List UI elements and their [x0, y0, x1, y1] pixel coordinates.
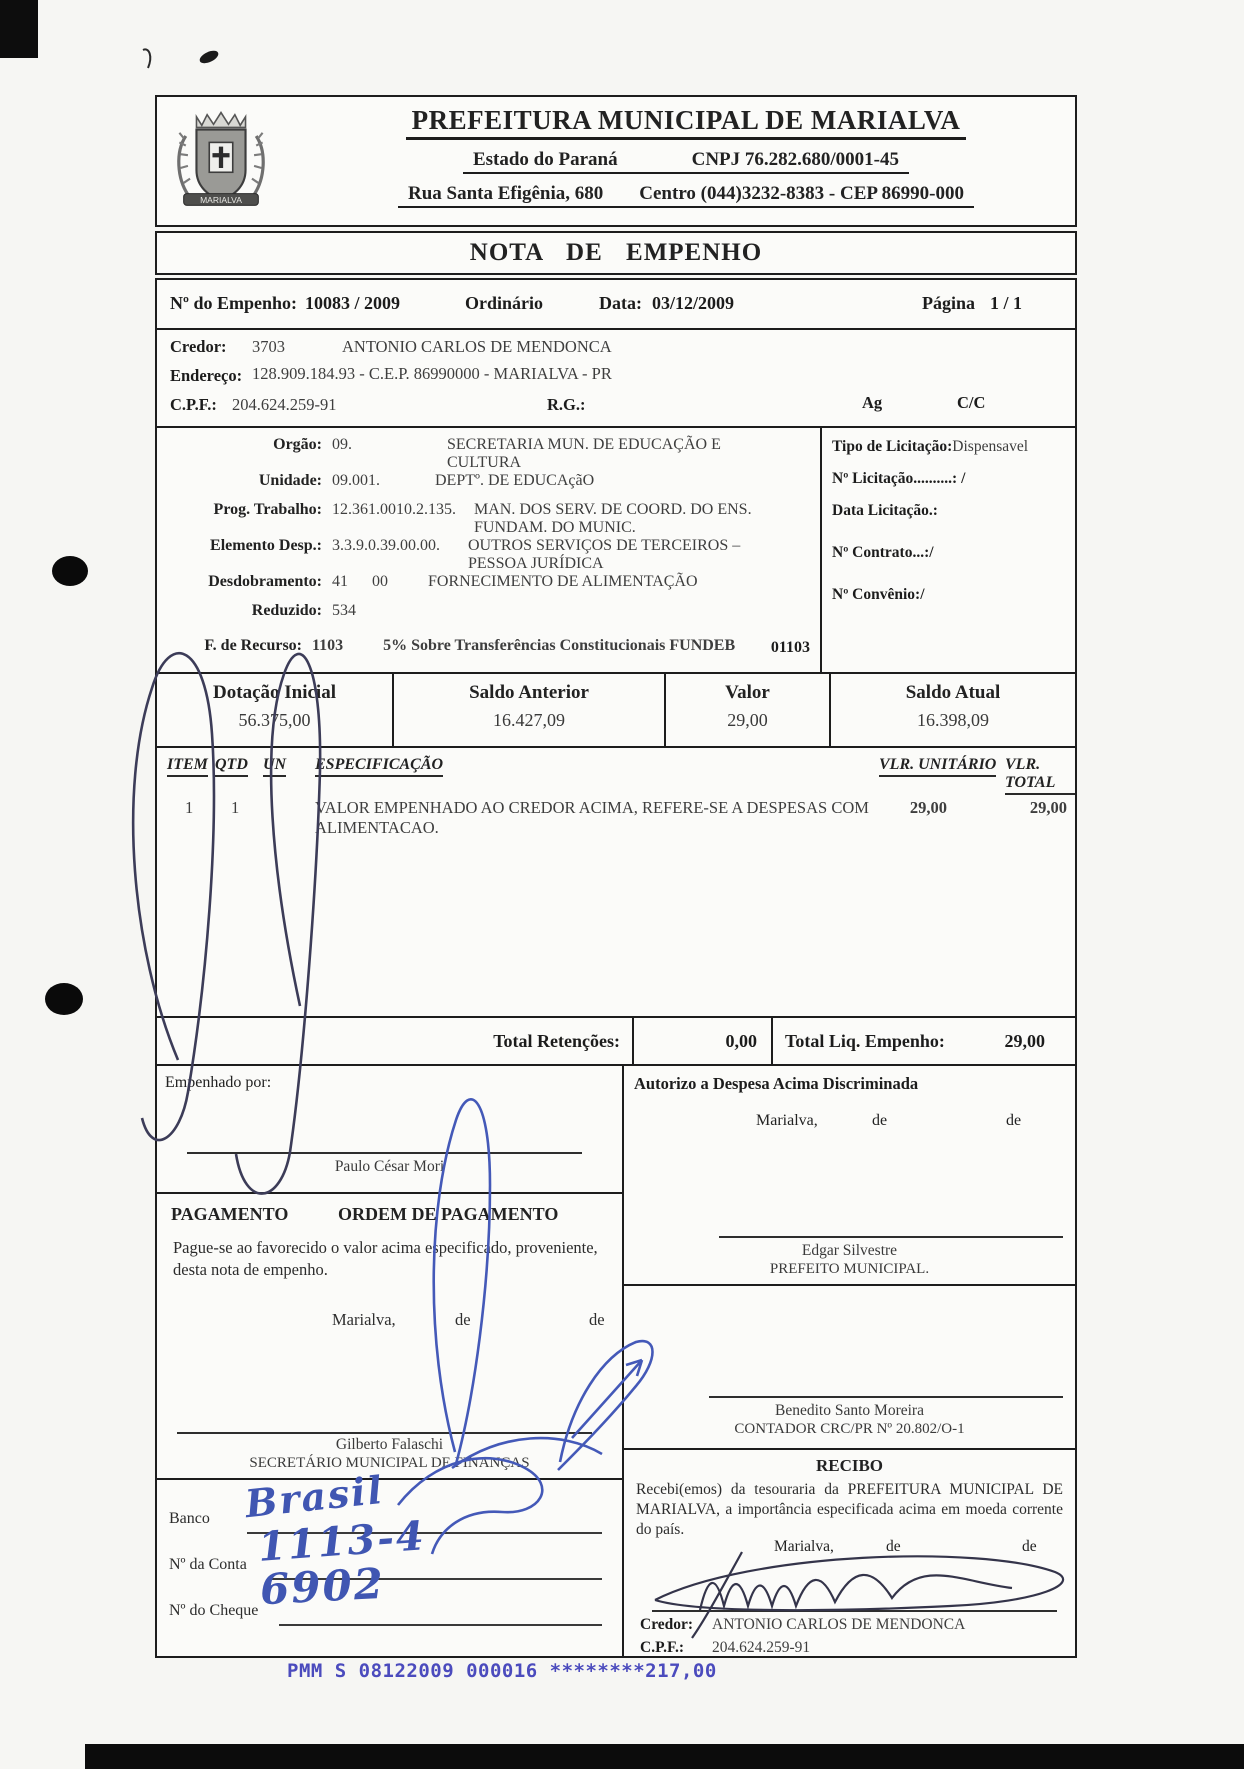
cnpj-value: CNPJ 76.282.680/0001-45	[691, 149, 900, 170]
elemento-label: Elemento Desp.:	[210, 537, 322, 554]
prog-trabalho-desc: MAN. DOS SERV. DE COORD. DO ENS. FUNDAM. DO MUNIC.	[474, 501, 752, 536]
valor-value: 29,00	[727, 710, 768, 730]
prefeitura-title: PREFEITURA MUNICIPAL DE MARIALVA	[406, 105, 967, 140]
prefeito-signature-line	[719, 1236, 1063, 1238]
ag-label: Ag	[862, 393, 883, 412]
pagamento-de1: de	[455, 1310, 471, 1329]
recurso-label: F. de Recurso:	[204, 637, 302, 654]
left-column	[157, 1066, 624, 1656]
saldos-table	[157, 674, 1075, 748]
item-vlr-unitario: 29,00	[909, 798, 947, 817]
prog-trabalho-label: Prog. Trabalho:	[213, 501, 322, 518]
signatures-grid	[157, 1066, 1075, 1656]
empenhado-label: Empenhado por:	[165, 1074, 272, 1091]
cheque-line	[279, 1624, 602, 1626]
num-licitacao-line: Nº Licitação..........: /	[832, 470, 966, 487]
pen-mark-small	[143, 49, 150, 68]
tipo-licitacao-value: Dispensavel	[952, 438, 1029, 455]
municipal-coat-of-arms	[173, 104, 269, 216]
contador-cargo: CONTADOR CRC/PR Nº 20.802/O-1	[734, 1421, 965, 1437]
unidade-desc: DEPTº. DE EDUCAçãO	[435, 472, 595, 489]
conta-handwritten: 1113-4	[256, 1512, 428, 1571]
itens-section	[157, 748, 1075, 1018]
empenhado-box	[157, 1066, 622, 1194]
cheque-label: Nº do Cheque	[169, 1602, 259, 1619]
endereco-resto: Centro (044)3232-8383 - CEP 86990-000	[639, 183, 965, 204]
cheque-handwritten: 6902	[258, 1558, 387, 1615]
recibo-texto: Recebi(emos) da tesouraria da PREFEITURA MUNICIPAL DE MARIALVA, a importância especificada acima em moeda corrente do país.	[636, 1481, 1063, 1539]
recibo-titulo: RECIBO	[815, 1456, 884, 1475]
recibo-cpf-label: C.P.F.:	[640, 1639, 685, 1656]
right-column	[624, 1066, 1075, 1656]
total-retencoes-value: 0,00	[634, 1018, 773, 1064]
licitacao-column	[820, 428, 1075, 672]
scan-black-corner	[0, 0, 38, 58]
empenho-tipo: Ordinário	[465, 293, 544, 313]
validation-stamp: PMM S 08122009 000016 ********217,00	[287, 1660, 717, 1682]
pagamento-titles	[157, 1194, 622, 1225]
doc-title-bar	[155, 231, 1077, 275]
header-box	[155, 95, 1077, 227]
hole-punch-top	[52, 556, 88, 586]
valor-header: Valor	[725, 682, 770, 703]
header-text	[297, 97, 1075, 208]
pagina-label: Página	[922, 293, 976, 313]
secretario-nome: Gilberto Falaschi	[335, 1436, 444, 1453]
saldo-atual-value: 16.398,09	[917, 710, 989, 730]
autorizo-titulo: Autorizo a Despesa Acima Discriminada	[634, 1074, 919, 1093]
elemento-desc: OUTROS SERVIÇOS DE TERCEIROS – PESSOA JURÍDICA	[468, 537, 741, 572]
rg-label: R.G.:	[547, 395, 586, 414]
contador-signature-line	[709, 1396, 1063, 1398]
recibo-credor-nome: ANTONIO CARLOS DE MENDONCA	[712, 1616, 966, 1633]
pagina-value: 1 / 1	[990, 293, 1023, 313]
convenio-line: Nº Convênio:/	[832, 586, 925, 603]
orgao-row	[157, 436, 820, 472]
credor-section	[157, 330, 1075, 428]
col-vlr-total-header: VLR. TOTAL	[1005, 756, 1075, 795]
recurso-cod: 1103	[312, 637, 344, 654]
col-item-header: ITEM	[167, 756, 208, 777]
recibo-de1: de	[886, 1538, 901, 1555]
pagamento-de2: de	[589, 1310, 605, 1329]
pagamento-titulo: PAGAMENTO	[171, 1204, 289, 1224]
tipo-licitacao-label: Tipo de Licitação:	[832, 438, 953, 455]
recibo-cidade: Marialva,	[774, 1538, 834, 1555]
desdobramento-cod1: 41	[332, 573, 348, 590]
empenho-data-value: 03/12/2009	[652, 293, 735, 313]
dotacao-value: 56.375,00	[238, 710, 311, 730]
form-body	[155, 278, 1077, 1658]
credor-label: Credor:	[170, 337, 227, 356]
cc-label: C/C	[957, 393, 986, 412]
orgao-desc: SECRETARIA MUN. DE EDUCAÇÃO E CULTURA	[447, 436, 721, 471]
saldo-atual-header: Saldo Atual	[905, 682, 1001, 703]
doc-title: NOTA DE EMPENHO	[469, 239, 763, 266]
pagamento-box	[157, 1194, 622, 1480]
secretario-cargo: SECRETÁRIO MUNICIPAL DE FINANÇAS	[249, 1455, 530, 1471]
recibo-credor-label: Credor:	[640, 1616, 694, 1633]
prefeito-nome: Edgar Silvestre	[801, 1242, 898, 1259]
endereco-rua: Rua Santa Efigênia, 680	[407, 183, 604, 204]
autorizo-de1: de	[872, 1112, 888, 1129]
logo-banner-text: MARIALVA	[200, 195, 242, 206]
contador-nome: Benedito Santo Moreira	[775, 1402, 924, 1419]
item-vlr-total: 29,00	[1029, 798, 1067, 817]
dotacao-header: Dotação Inicial	[213, 682, 336, 703]
recibo-cpf-value: 204.624.259-91	[712, 1639, 811, 1656]
saldo-anterior-value: 16.427,09	[493, 710, 565, 730]
desdobramento-row	[157, 573, 820, 602]
banco-handwritten: Brasil	[243, 1466, 387, 1527]
endereco-line	[398, 183, 974, 208]
autorizo-box	[624, 1066, 1075, 1286]
empenhado-assinante: Paulo César Mori	[334, 1158, 445, 1175]
empenho-numero-value: 10083 / 2009	[305, 293, 401, 313]
hole-punch-bottom	[45, 983, 83, 1015]
pagamento-texto: Pague-se ao favorecido o valor acima especificado, proveniente, desta nota de empenho.	[173, 1238, 598, 1280]
recibo-de2: de	[1022, 1538, 1037, 1555]
pen-blob	[198, 48, 220, 66]
col-qtd-header: QTD	[215, 756, 248, 777]
item-especificacao: VALOR EMPENHADO AO CREDOR ACIMA, REFERE-SE A DESPESAS COM ALIMENTACAO.	[315, 798, 869, 837]
totais-row	[157, 1018, 1075, 1066]
desdobramento-label: Desdobramento:	[208, 573, 322, 590]
endereco-label: Endereço:	[170, 366, 243, 385]
banco-label: Banco	[169, 1510, 210, 1527]
orgao-cod: 09.	[332, 436, 352, 453]
saldo-anterior-cell	[394, 674, 666, 746]
recurso-desc: 5% Sobre Transferências Constitucionais FUNDEB	[383, 637, 736, 654]
reduzido-cod: 534	[332, 602, 356, 619]
cpf-value: 204.624.259-91	[232, 395, 337, 414]
prog-trabalho-row	[157, 501, 820, 537]
contrato-line: Nº Contrato...:/	[832, 544, 934, 561]
unidade-cod: 09.001.	[332, 472, 380, 489]
dotacao-cell	[157, 674, 394, 746]
banco-box	[157, 1480, 622, 1654]
total-retencoes-label: Total Retenções:	[157, 1018, 634, 1064]
autorizo-de2: de	[1006, 1112, 1022, 1129]
item-num: 1	[185, 798, 194, 817]
ordem-pagamento-titulo: ORDEM DE PAGAMENTO	[338, 1204, 559, 1224]
valor-cell	[666, 674, 831, 746]
item-qtd: 1	[231, 798, 240, 817]
empenho-form	[155, 95, 1077, 1658]
tipo-licitacao-line	[832, 438, 1075, 456]
prefeito-cargo: PREFEITO MUNICIPAL.	[769, 1261, 930, 1277]
reduzido-row	[157, 602, 820, 631]
col-especificacao-header: ESPECIFICAÇÃO	[315, 756, 443, 777]
contador-box	[624, 1286, 1075, 1450]
endereco-value: 128.909.184.93 - C.E.P. 86990000 - MARIALVA - PR	[252, 364, 612, 383]
recibo-signature-line	[652, 1610, 1057, 1612]
conta-label: Nº da Conta	[169, 1556, 247, 1573]
estado-label: Estado do Paraná	[472, 149, 618, 170]
prog-trabalho-cod: 12.361.0010.2.135.	[332, 501, 456, 518]
col-un-header: UN	[263, 756, 286, 777]
elemento-cod: 3.3.9.0.39.00.00.	[332, 537, 440, 554]
col-vlr-unitario-header: VLR. UNITÁRIO	[879, 756, 996, 777]
estado-cnpj-line	[463, 149, 909, 174]
recurso-cod2: 01103	[770, 639, 810, 656]
credor-nome: ANTONIO CARLOS DE MENDONCA	[342, 337, 612, 356]
conta-line	[269, 1578, 602, 1580]
classificacao-section	[157, 428, 1075, 674]
unidade-row	[157, 472, 820, 501]
orgao-label: Orgão:	[273, 436, 322, 453]
recurso-row	[157, 637, 820, 666]
recibo-box	[624, 1450, 1075, 1656]
scan-black-bottom-bar	[85, 1744, 1244, 1769]
desdobramento-cod2: 00	[372, 573, 388, 590]
data-licitacao-line: Data Licitação.:	[832, 502, 938, 519]
desdobramento-desc: FORNECIMENTO DE ALIMENTAÇÃO	[428, 573, 698, 590]
total-liq-value: 29,00	[1004, 1030, 1045, 1051]
saldo-anterior-header: Saldo Anterior	[469, 682, 589, 703]
unidade-label: Unidade:	[258, 472, 322, 489]
cpf-label: C.P.F.:	[170, 395, 217, 414]
credor-codigo: 3703	[252, 337, 285, 356]
banco-line	[247, 1532, 602, 1534]
pagamento-cidade: Marialva,	[332, 1310, 396, 1329]
autorizo-cidade: Marialva,	[756, 1112, 818, 1129]
elemento-row	[157, 537, 820, 573]
empenhado-signature-line	[187, 1152, 582, 1154]
total-liq-label: Total Liq. Empenho:	[785, 1030, 945, 1051]
secretario-signature-line	[177, 1432, 592, 1434]
reduzido-label: Reduzido:	[251, 602, 322, 619]
empenho-data-label: Data:	[599, 293, 642, 313]
empenho-numero-label: Nº do Empenho:	[170, 293, 297, 313]
classificacao-left	[157, 428, 820, 672]
saldo-atual-cell	[831, 674, 1075, 746]
empenho-number-row	[157, 280, 1075, 330]
